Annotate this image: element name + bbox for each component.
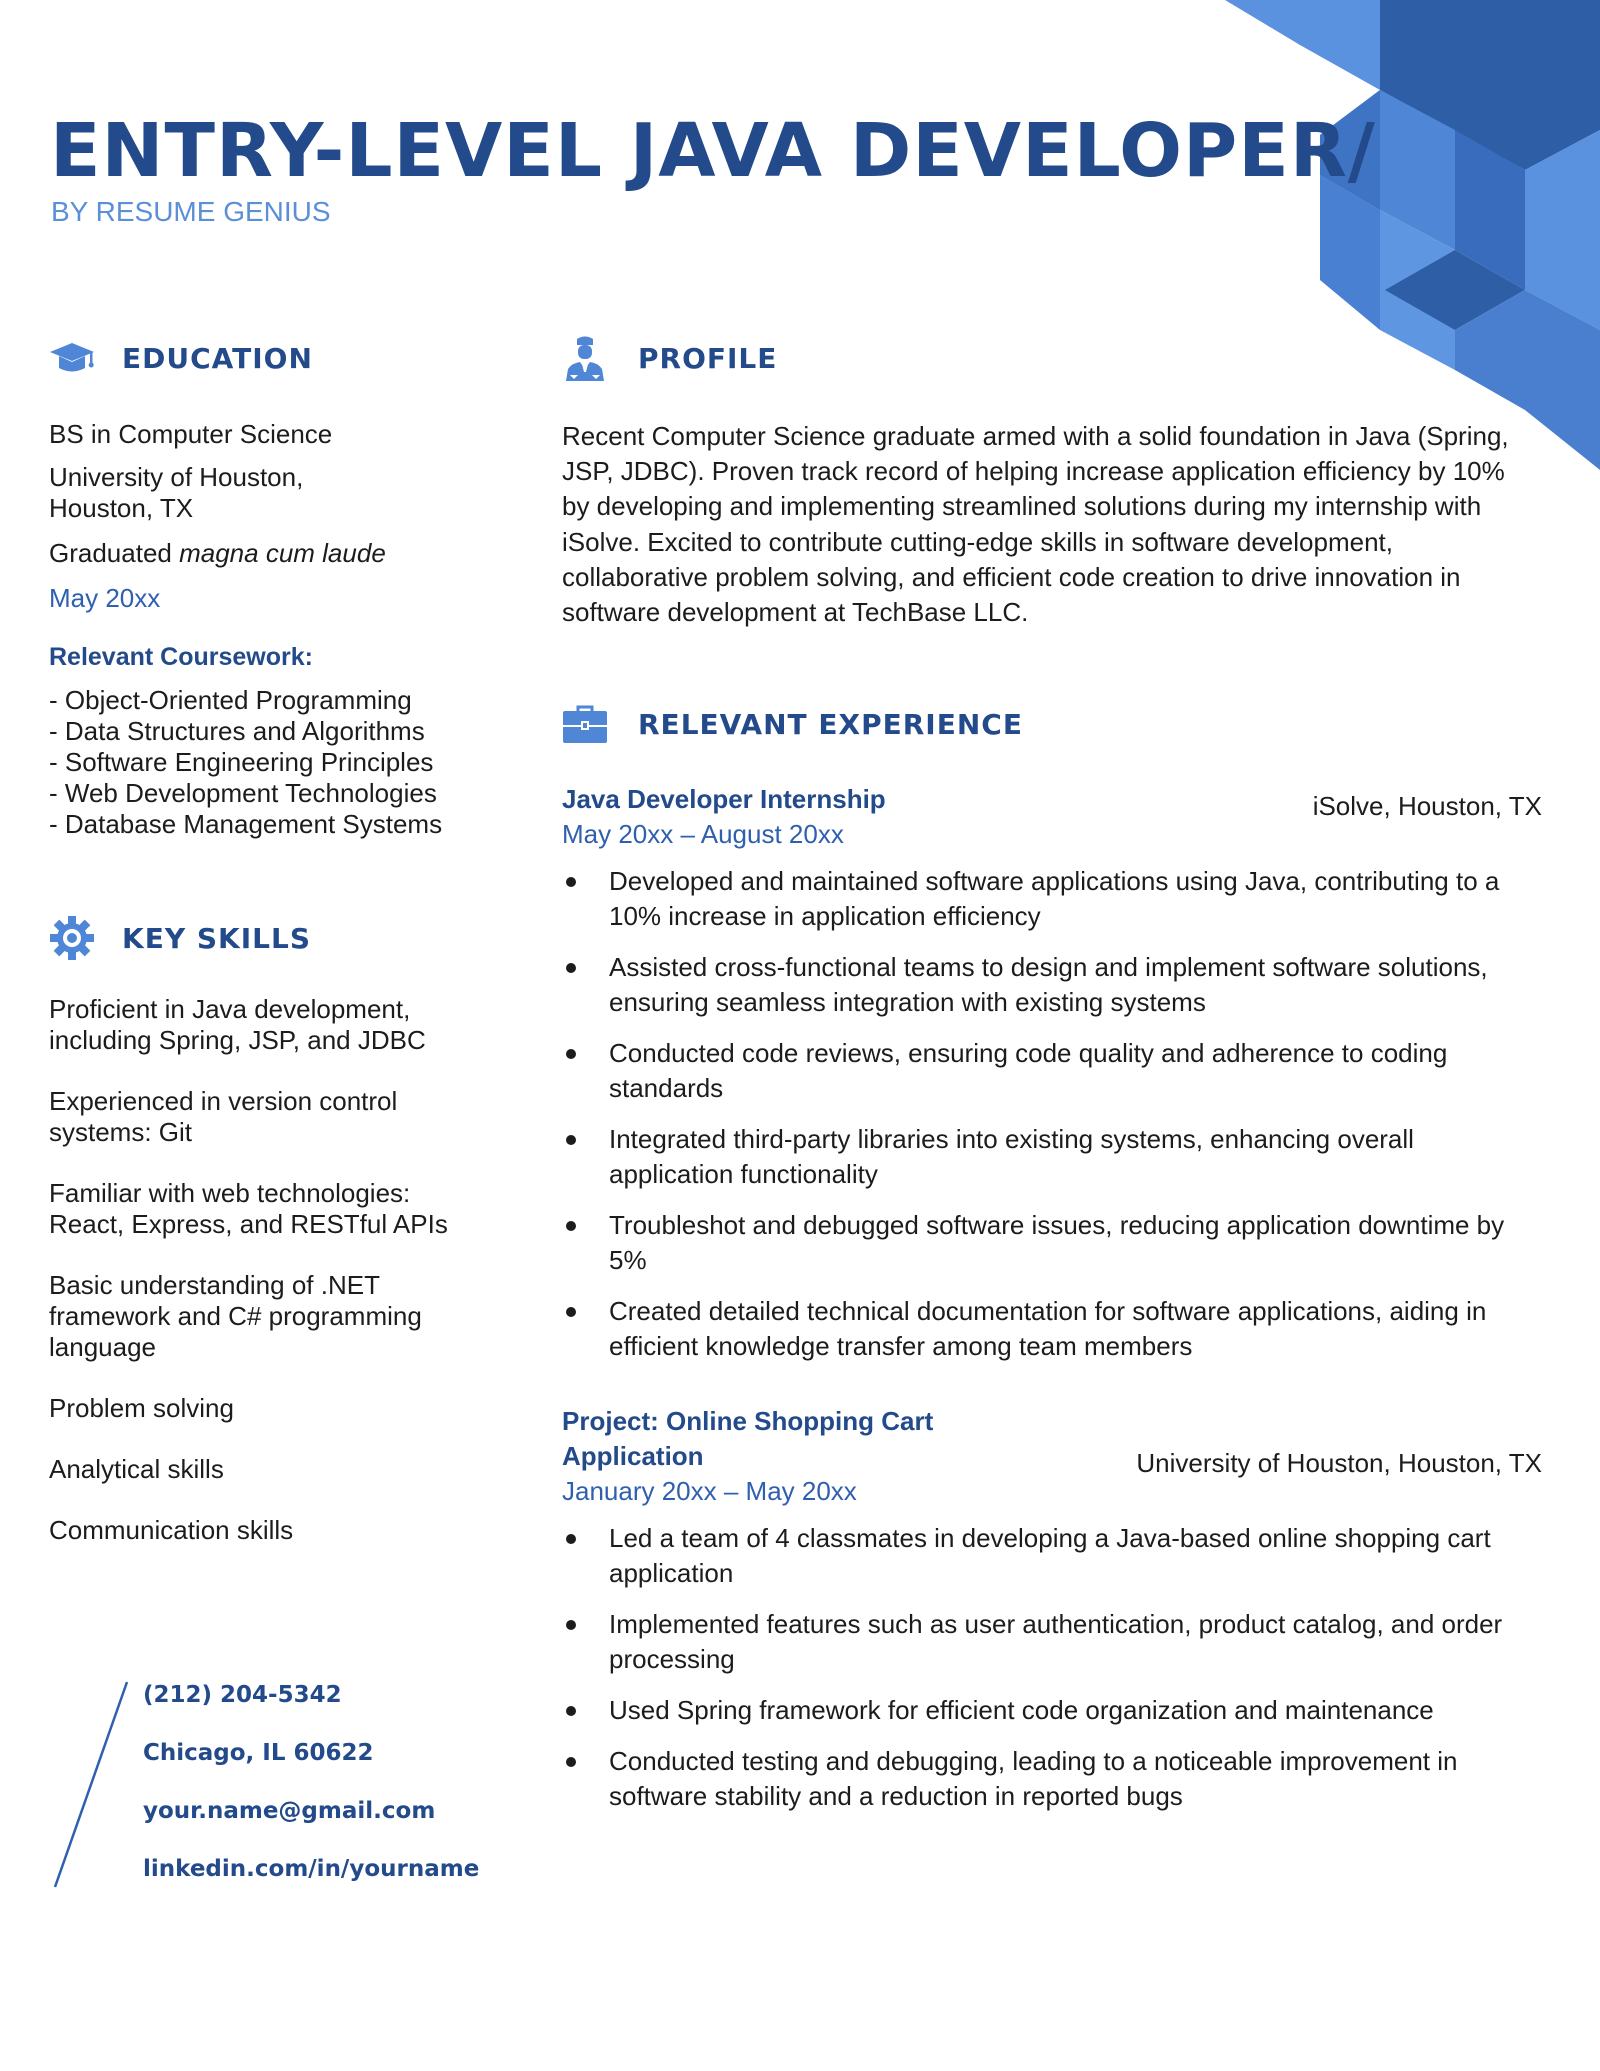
job-bullets (562, 1521, 1542, 1814)
job-title-block (562, 1404, 933, 1509)
profile-text: Recent Computer Science graduate armed with a solid foundation in Java (Spring, JSP, JDBC). Proven track record of helping increase application efficiency by 10% by developing and implementing streamlined solutions during my internship with iSolve. Excited to contribute cutting-edge skills in software development, collaborative problem solving, and efficient code creation to drive innovation in software development at TechBase LLC. (562, 421, 1509, 628)
skill-item: Communication skills (49, 1515, 294, 1545)
coursework-title: Relevant Coursework: (49, 643, 313, 671)
job-bullet: Used Spring framework for efficient code organization and maintenance (562, 1693, 1542, 1728)
contact-email[interactable]: your.name@gmail.com (143, 1798, 436, 1824)
skill-line: React, Express, and RESTful APIs (49, 1209, 448, 1239)
coursework-item: - Database Management Systems (49, 809, 443, 839)
coursework-item: - Web Development Technologies (49, 778, 437, 808)
education-honors (49, 538, 519, 569)
skill-line: Familiar with web technologies: (49, 1178, 411, 1208)
education-school-line2: Houston, TX (49, 493, 194, 523)
skill-line: framework and C# programming (49, 1301, 422, 1331)
coursework-item: - Object-Oriented Programming (49, 685, 412, 715)
skills-title: KEY SKILLS (122, 921, 311, 955)
experience-title: RELEVANT EXPERIENCE (638, 707, 1023, 741)
job-title-block (562, 782, 886, 852)
skill-item (49, 994, 519, 1056)
skills-list (49, 994, 519, 1546)
contact-phone[interactable]: (212) 204-5342 (143, 1682, 342, 1708)
job-header (562, 782, 1542, 852)
job-bullet: Troubleshot and debugged software issues, reducing application downtime by 5% (562, 1208, 1542, 1278)
byline: BY RESUME GENIUS (51, 196, 331, 227)
job-title-cont: Application (562, 1441, 704, 1472)
right-column (562, 330, 1542, 1830)
coursework-item: - Software Engineering Principles (49, 747, 434, 777)
contact-location: Chicago, IL 60622 (143, 1740, 374, 1766)
person-icon (562, 335, 608, 381)
job-bullets (562, 864, 1542, 1364)
gear-icon (49, 915, 95, 961)
education-school (49, 462, 519, 524)
education-date: May 20xx (49, 583, 161, 613)
job-dates: May 20xx – August 20xx (562, 819, 844, 850)
skill-line: Proficient in Java development, (49, 994, 411, 1024)
job-bullet: Conducted testing and debugging, leading to a noticeable improvement in software stability and a reduction in reported bugs (562, 1744, 1542, 1814)
contact-block (52, 1680, 532, 1890)
job-title: Project: Online Shopping Cart (562, 1406, 934, 1437)
profile-heading (562, 330, 1542, 386)
honors-prefix: Graduated (49, 538, 180, 568)
job-header (562, 1404, 1542, 1509)
job-bullet: Led a team of 4 classmates in developing a Java-based online shopping cart application (562, 1521, 1542, 1591)
contact-linkedin[interactable]: linkedin.com/in/yourname (143, 1856, 480, 1882)
experience-heading (562, 696, 1542, 752)
coursework-item: - Data Structures and Algorithms (49, 716, 425, 746)
skill-line: Experienced in version control (49, 1086, 398, 1116)
graduation-cap-icon (49, 335, 95, 381)
coursework-list (49, 685, 519, 840)
job-entry (562, 1404, 1542, 1814)
skill-item: Analytical skills (49, 1454, 224, 1484)
education-school-line1: University of Houston, (49, 462, 304, 492)
skill-line: Basic understanding of .NET (49, 1270, 380, 1300)
job-location: University of Houston, Houston, TX (1136, 1448, 1542, 1479)
job-title: Java Developer Internship (562, 784, 886, 815)
job-dates: January 20xx – May 20xx (562, 1476, 857, 1507)
skill-line: including Spring, JSP, and JDBC (49, 1025, 426, 1055)
skill-line: systems: Git (49, 1117, 193, 1147)
contact-divider-line (52, 1680, 132, 1890)
profile-title: PROFILE (638, 341, 778, 375)
job-bullet: Assisted cross-functional teams to design and implement software solutions, ensuring seamless integration with existing systems (562, 950, 1542, 1020)
job-bullet: Created detailed technical documentation for software applications, aiding in efficient knowledge transfer among team members (562, 1294, 1542, 1364)
job-bullet: Implemented features such as user authentication, product catalog, and order processing (562, 1607, 1542, 1677)
briefcase-icon (562, 701, 608, 747)
skill-item: Problem solving (49, 1393, 234, 1423)
job-location: iSolve, Houston, TX (1312, 791, 1542, 822)
job-bullet: Developed and maintained software applications using Java, contributing to a 10% increase in application efficiency (562, 864, 1542, 934)
contact-list (143, 1680, 479, 1912)
education-heading (49, 330, 519, 386)
education-degree: BS in Computer Science (49, 419, 333, 449)
skills-heading (49, 910, 519, 966)
job-bullet: Conducted code reviews, ensuring code quality and adherence to coding standards (562, 1036, 1542, 1106)
page-title: ENTRY-LEVEL JAVA DEVELOPER/ (50, 108, 1376, 194)
skill-item (49, 1086, 519, 1148)
left-column (49, 330, 519, 1576)
skill-item (49, 1270, 519, 1363)
job-bullet: Integrated third-party libraries into existing systems, enhancing overall application functionality (562, 1122, 1542, 1192)
education-title: EDUCATION (122, 341, 313, 375)
skill-line: language (49, 1332, 156, 1362)
skill-item (49, 1178, 519, 1240)
honors-latin: magna cum laude (179, 538, 386, 568)
job-entry (562, 782, 1542, 1364)
